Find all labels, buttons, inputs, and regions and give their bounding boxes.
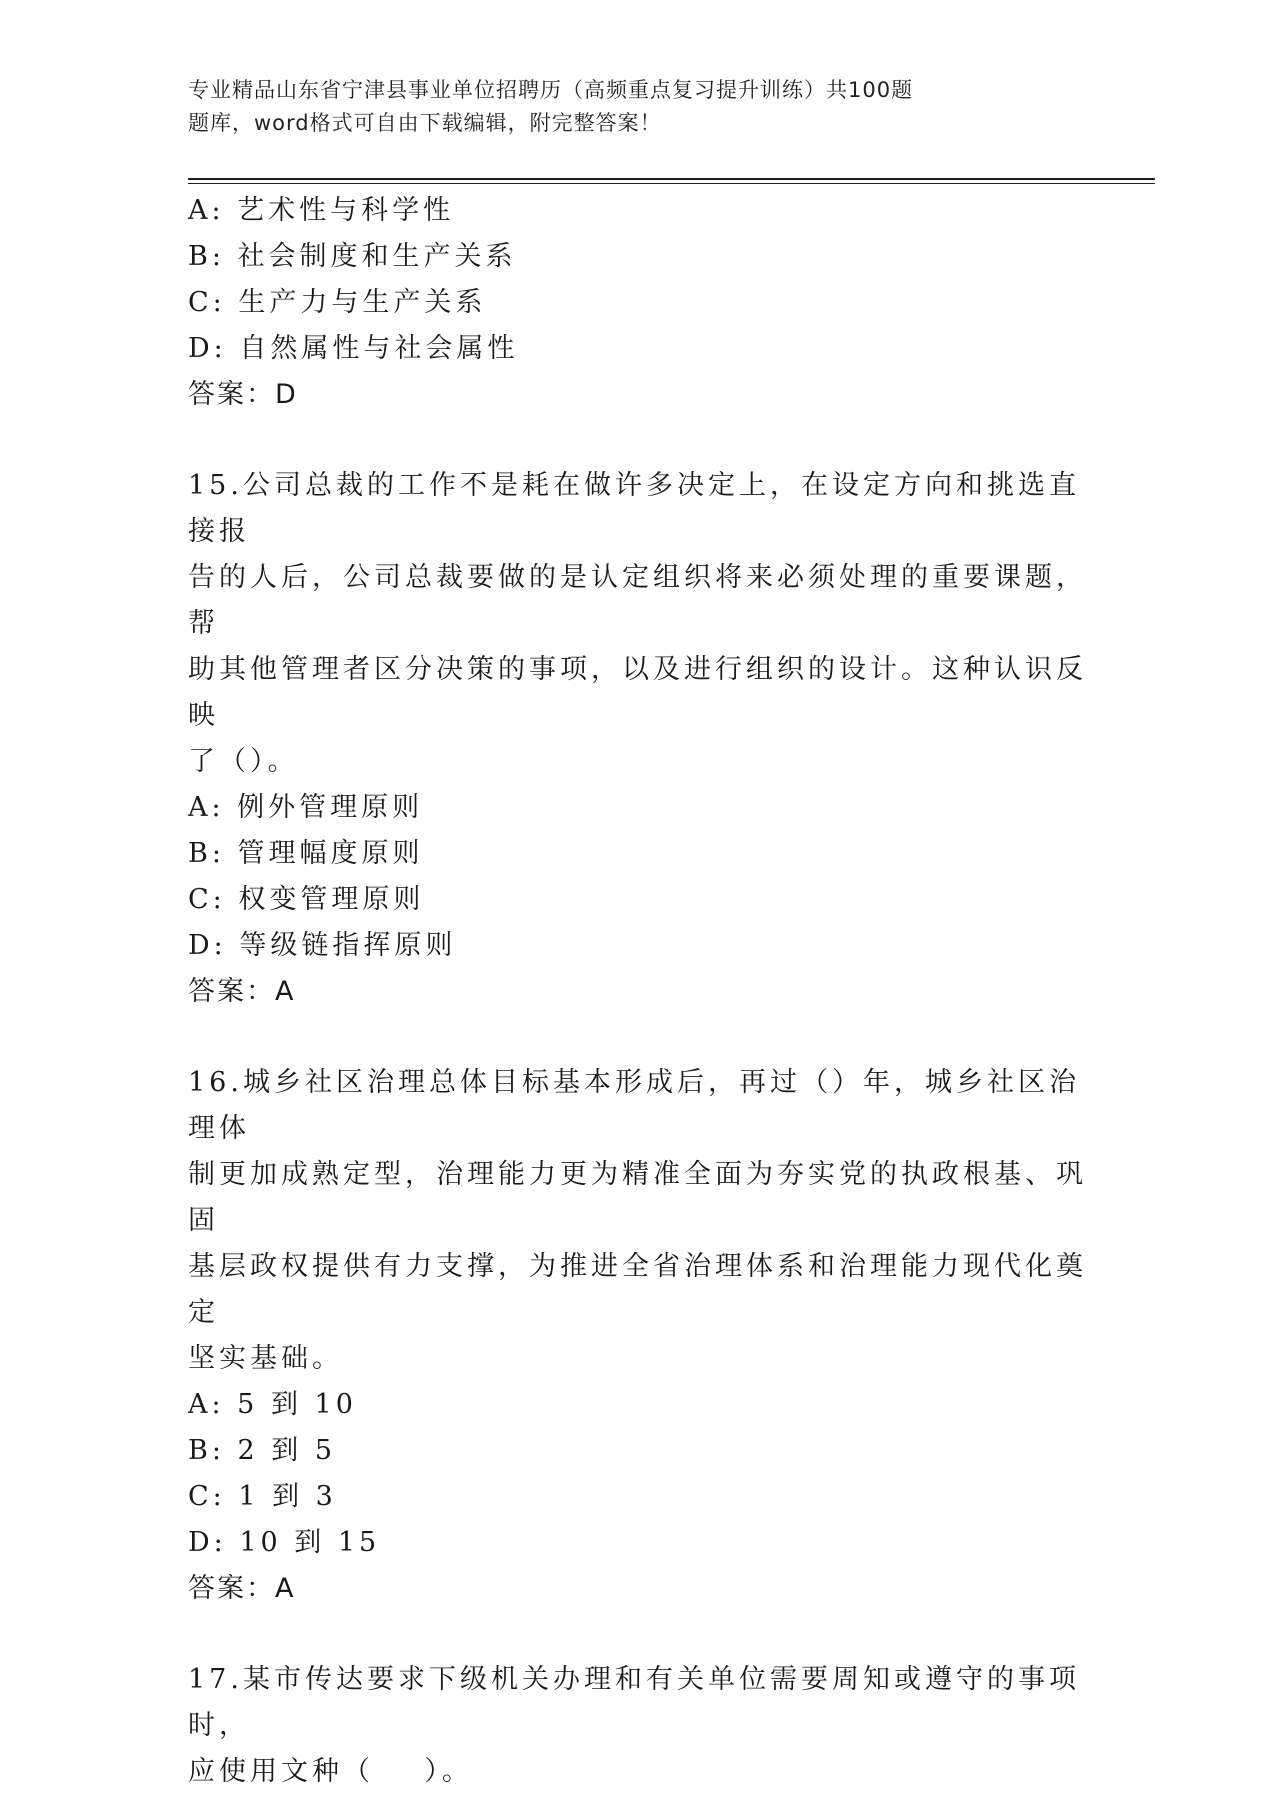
question-17-block (188, 1657, 1088, 1795)
question-line: 助其他管理者区分决策的事项，以及进行组织的设计。这种认识反映 (188, 654, 1087, 731)
option-d: D: 10 到 15 (188, 1527, 381, 1558)
answer: 答案：A (188, 976, 296, 1007)
option-a: A: 5 到 10 (188, 1389, 357, 1420)
header-line-1: 专业精品山东省宁津县事业单位招聘历（高频重点复习提升训练）共100题 (188, 78, 914, 102)
question-line: 应使用文种（ ）。 (188, 1756, 473, 1787)
question-line: 17.某市传达要求下级机关办理和有关单位需要周知或遵守的事项时， (188, 1664, 1080, 1741)
question-16-text (188, 1060, 1088, 1382)
header-divider-thin (188, 183, 1155, 184)
question-line: 告的人后，公司总裁要做的是认定组织将来必须处理的重要课题，帮 (188, 562, 1087, 639)
option-a: A: 艺术性与科学性 (188, 195, 455, 226)
question-line: 16.城乡社区治理总体目标基本形成后，再过（）年，城乡社区治理体 (188, 1067, 1080, 1144)
option-d: D: 等级链指挥原则 (188, 930, 457, 961)
question-line: 坚实基础。 (188, 1343, 343, 1374)
question-line: 了（）。 (188, 746, 299, 777)
question-17-text (188, 1657, 1088, 1795)
question-line: 制更加成熟定型，治理能力更为精准全面为夯实党的执政根基、巩固 (188, 1159, 1087, 1236)
option-b: B: 社会制度和生产关系 (188, 241, 517, 272)
question-14-block (188, 188, 1088, 418)
question-line: 15.公司总裁的工作不是耗在做许多决定上，在设定方向和挑选直接报 (188, 470, 1080, 547)
option-c: C: 1 到 3 (188, 1481, 337, 1512)
header-divider-thick (188, 178, 1155, 180)
option-b: B: 2 到 5 (188, 1435, 337, 1466)
header-line-2: 题库，word格式可自由下载编辑，附完整答案！ (188, 111, 662, 135)
question-16-block (188, 1060, 1088, 1612)
question-15-block (188, 463, 1088, 1015)
answer: 答案：D (188, 379, 298, 410)
answer: 答案：A (188, 1573, 296, 1604)
option-d: D: 自然属性与社会属性 (188, 333, 519, 364)
question-line: 基层政权提供有力支撑，为推进全省治理体系和治理能力现代化奠定 (188, 1251, 1087, 1328)
question-15-text (188, 463, 1088, 785)
option-c: C: 权变管理原则 (188, 884, 425, 915)
document-body (188, 188, 1088, 1795)
document-header (188, 74, 1018, 140)
option-a: A: 例外管理原则 (188, 792, 424, 823)
option-c: C: 生产力与生产关系 (188, 287, 487, 318)
option-b: B: 管理幅度原则 (188, 838, 424, 869)
